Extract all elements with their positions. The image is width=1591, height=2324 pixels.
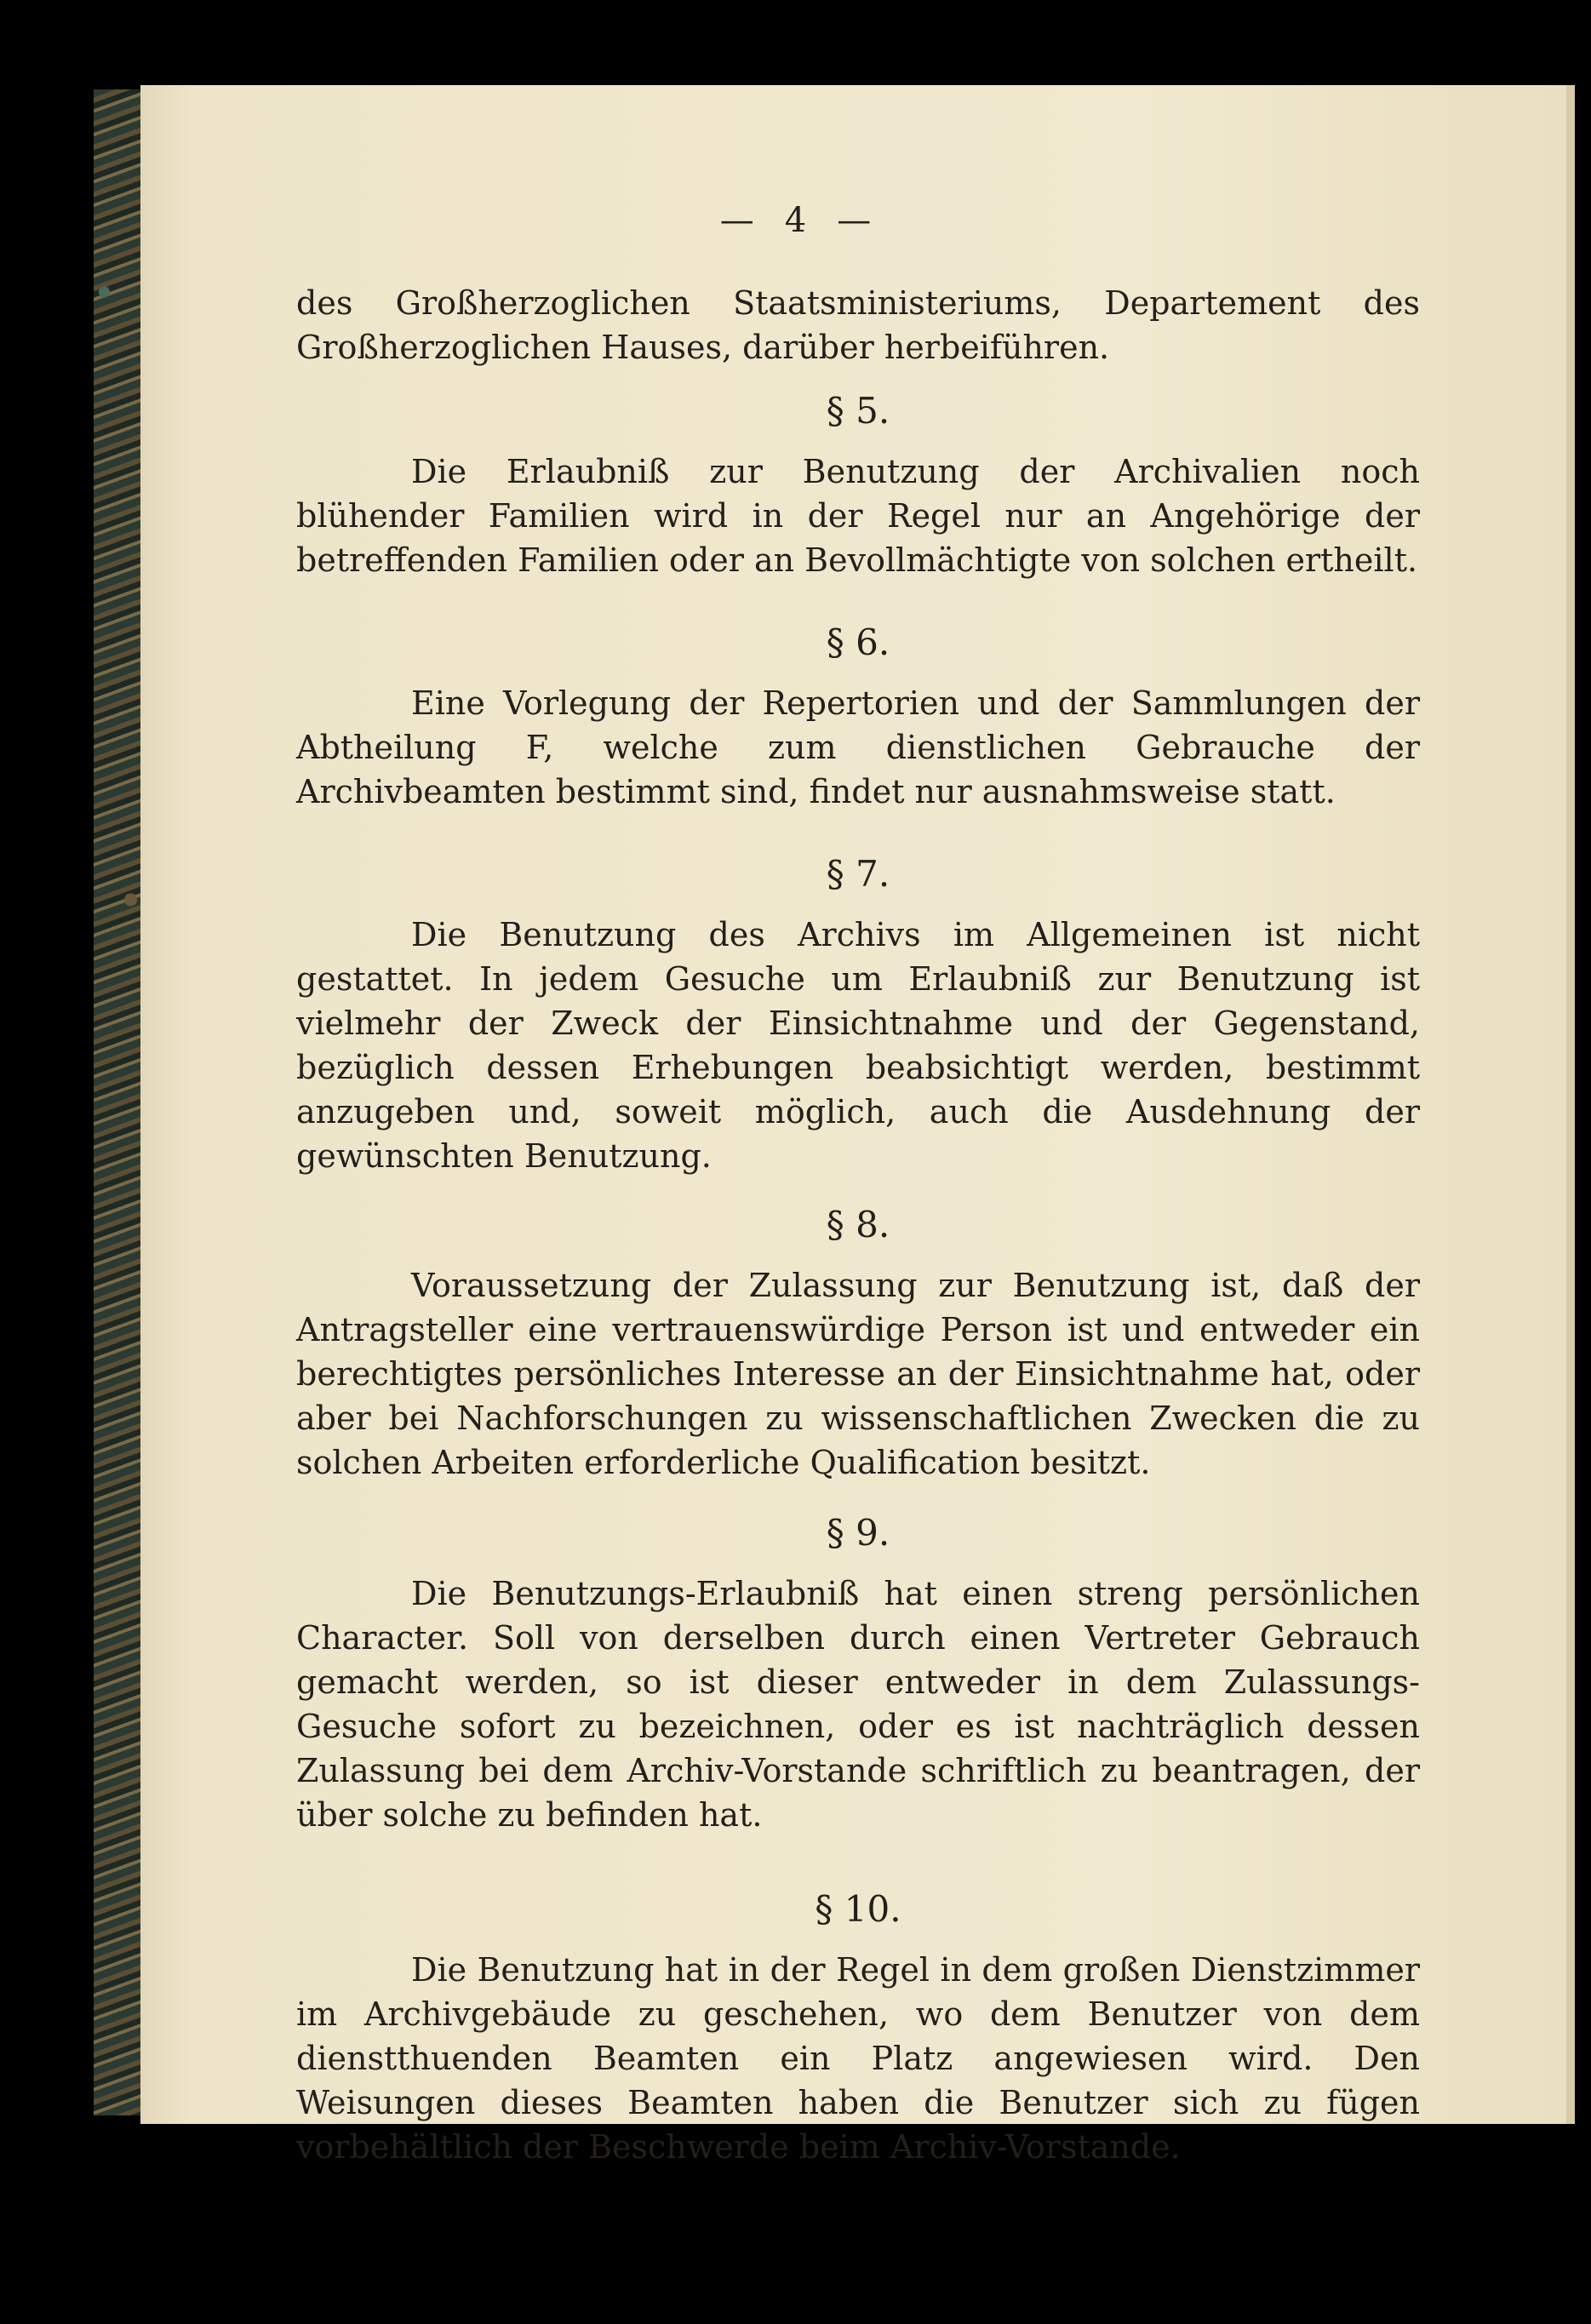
section-heading-5: § 5.: [826, 390, 890, 432]
page-number-dash-left: —: [719, 201, 754, 240]
section-text-5: Die Erlaubniß zur Benutzung der Archivalien noch blühender Familien wird in der Regel nur an Angehörige der betreffenden Familien oder an Bevollmächtigte von solchen ertheilt.: [296, 453, 1420, 579]
page-number-dash-right: —: [837, 201, 872, 240]
page-number: [0, 201, 1591, 240]
section-heading-10: § 10.: [815, 1888, 901, 1930]
intro-paragraph: des Großherzoglichen Staatsministeriums, Departement des Großherzoglichen Hauses, darüber herbeiführen.: [296, 284, 1420, 366]
section-text-6: Eine Vorlegung der Repertorien und der Sammlungen der Abtheilung F, welche zum dienstlichen Gebrauche der Archivbeamten bestimmt sind, findet nur ausnahmsweise statt.: [296, 684, 1420, 810]
section-text-9: Die Benutzungs-Erlaubniß hat einen streng persönlichen Character. Soll von derselben durch einen Vertreter Gebrauch gemacht werden, so ist dieser entweder in dem Zulassungs-Gesuche sofort zu bezeichnen, oder es ist nachträglich dessen Zulassung bei dem Archiv-Vorstande schriftlich zu beantragen, der über solche zu befinden hat.: [296, 1575, 1420, 1834]
section-heading-8: § 8.: [826, 1204, 890, 1245]
section-heading-7: § 7.: [826, 853, 890, 895]
page-number-value: 4: [784, 201, 807, 240]
section-heading-9: § 9.: [826, 1512, 890, 1554]
section-heading-6: § 6.: [826, 621, 890, 663]
document-body: [296, 281, 1420, 2169]
section-text-10: Die Benutzung hat in der Regel in dem großen Dienstzimmer im Archivgebäude zu geschehen, wo dem Benutzer von dem dienstthuenden Beamten ein Platz angewiesen wird. Den Weisungen dieses Beamten haben die Benutzer sich zu fügen vorbehältlich der Beschwerde beim Archiv-Vorstande.: [296, 1951, 1420, 2166]
section-text-8: Voraussetzung der Zulassung zur Benutzung ist, daß der Antragsteller eine vertrauenswürdige Person ist und entweder ein berechtigtes persönliches Interesse an der Einsichtnahme hat, oder aber bei Nachforschungen zu wissenschaftlichen Zwecken die zu solchen Arbeiten erforderliche Qualification besitzt.: [296, 1267, 1420, 1481]
section-text-7: Die Benutzung des Archivs im Allgemeinen ist nicht gestattet. In jedem Gesuche um Erlaubniß zur Benutzung ist vielmehr der Zweck der Einsichtnahme und der Gegenstand, bezüglich dessen Erhebungen beabsichtigt werden, bestimmt anzugeben und, soweit möglich, auch die Ausdehnung der gewünschten Benutzung.: [296, 916, 1420, 1175]
